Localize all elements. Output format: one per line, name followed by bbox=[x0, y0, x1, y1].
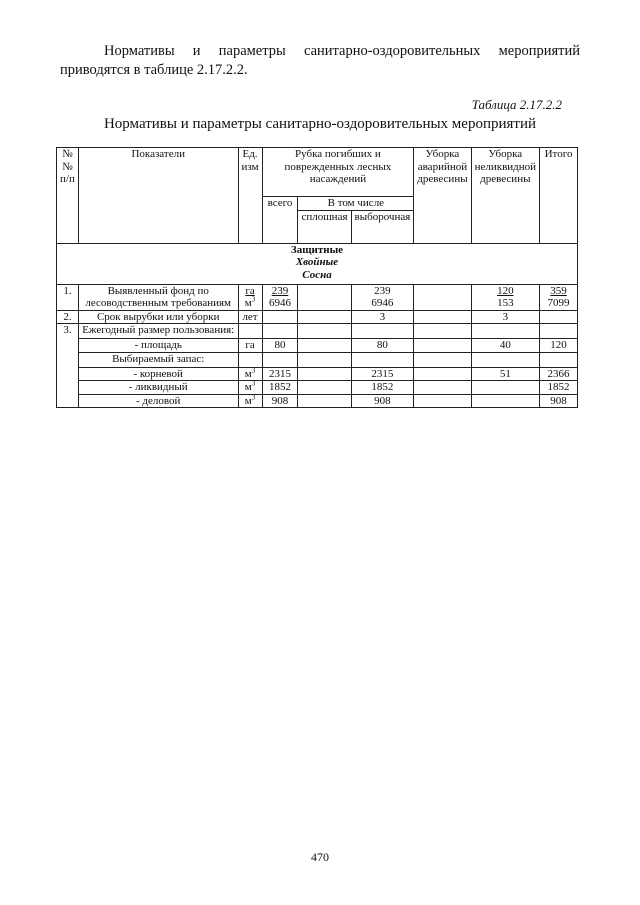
header-clear: сплошная bbox=[298, 210, 351, 243]
row-total: 359 7099 bbox=[540, 284, 578, 310]
row-clear bbox=[298, 381, 351, 395]
section-row bbox=[57, 243, 578, 284]
header-felling-total: всего bbox=[262, 197, 298, 244]
row-no: 1. bbox=[57, 284, 79, 310]
row-emergency bbox=[414, 367, 471, 381]
row-illiquid: 3 bbox=[471, 310, 539, 324]
section-line-3: Сосна bbox=[302, 268, 332, 281]
row-illiquid: 40 bbox=[471, 339, 539, 353]
table-row bbox=[57, 284, 578, 310]
row-unit: лет bbox=[238, 310, 262, 324]
row-emergency bbox=[414, 284, 471, 310]
row-all: 2315 bbox=[262, 367, 298, 381]
row-emergency bbox=[414, 310, 471, 324]
row-total: 2366 bbox=[540, 367, 578, 381]
row-unit: $м^3$ bbox=[238, 367, 262, 381]
row-illiquid: 120 153 bbox=[471, 284, 539, 310]
row-indicator: - ликвидный bbox=[78, 381, 238, 395]
table-number: Таблица 2.17.2.2 bbox=[471, 97, 562, 112]
row-total: 908 bbox=[540, 394, 578, 408]
table-row bbox=[57, 352, 578, 367]
row-unit: $м^3$ bbox=[238, 381, 262, 395]
row-indicator: Срок вырубки или уборки bbox=[78, 310, 238, 324]
row-total: 120 bbox=[540, 339, 578, 353]
header-of-which: В том числе bbox=[298, 197, 414, 211]
row-illiquid bbox=[471, 381, 539, 395]
row-illiquid: 51 bbox=[471, 367, 539, 381]
section-line-2: Хвойные bbox=[295, 256, 339, 268]
header-felling: Рубка погибших и поврежденных лесных насаждений bbox=[262, 148, 414, 197]
row-selective: 2315 bbox=[351, 367, 414, 381]
norms-table bbox=[56, 147, 578, 408]
section-line-1: Защитные bbox=[290, 243, 344, 256]
row-all: 1852 bbox=[262, 381, 298, 395]
intro-paragraph: Нормативы и параметры санитарно-оздоровительных мероприятий приводятся в таблице 2.17.2.2. bbox=[60, 43, 580, 78]
row-indicator: Ежегодный размер пользования: bbox=[78, 324, 238, 339]
table-row bbox=[57, 324, 578, 339]
header-emergency: Уборка аварийной древесины bbox=[414, 148, 471, 244]
page-number: 470 bbox=[311, 850, 329, 864]
row-all: 80 bbox=[262, 339, 298, 353]
row-clear bbox=[298, 339, 351, 353]
row-clear bbox=[298, 284, 351, 310]
row-clear bbox=[298, 310, 351, 324]
row-indicator: - деловой bbox=[78, 394, 238, 408]
table-row bbox=[57, 394, 578, 408]
row-no: 3. bbox=[57, 324, 79, 408]
row-selective: 3 bbox=[351, 310, 414, 324]
row-selective: 80 bbox=[351, 339, 414, 353]
row-selective: 1852 bbox=[351, 381, 414, 395]
row-emergency bbox=[414, 381, 471, 395]
row-indicator: - корневой bbox=[78, 367, 238, 381]
row-emergency bbox=[414, 394, 471, 408]
header-row bbox=[57, 148, 578, 197]
table-row bbox=[57, 367, 578, 381]
row-total: 1852 bbox=[540, 381, 578, 395]
table-row bbox=[57, 310, 578, 324]
header-unit: Ед. изм bbox=[238, 148, 262, 244]
row-no: 2. bbox=[57, 310, 79, 324]
row-emergency bbox=[414, 339, 471, 353]
row-indicator: Выявленный фонд по лесоводственным требованиям bbox=[78, 284, 238, 310]
row-total bbox=[540, 310, 578, 324]
header-selective: выборочная bbox=[351, 210, 414, 243]
row-all: 239 6946 bbox=[262, 284, 298, 310]
row-unit: $м^3$ bbox=[238, 394, 262, 408]
header-no: № № п/п bbox=[57, 148, 79, 244]
row-clear bbox=[298, 367, 351, 381]
table-row bbox=[57, 381, 578, 395]
row-all bbox=[262, 310, 298, 324]
header-illiquid: Уборка неликвидной древесины bbox=[471, 148, 539, 244]
row-illiquid bbox=[471, 394, 539, 408]
row-unit: га bbox=[238, 339, 262, 353]
header-total: Итого bbox=[540, 148, 578, 244]
row-selective: 239 6946 bbox=[351, 284, 414, 310]
row-unit: га $м^3$ bbox=[238, 284, 262, 310]
row-all: 908 bbox=[262, 394, 298, 408]
row-indicator: Выбираемый запас: bbox=[78, 352, 238, 367]
header-indicator: Показатели bbox=[78, 148, 238, 244]
table-row bbox=[57, 339, 578, 353]
row-indicator: - площадь bbox=[78, 339, 238, 353]
row-clear bbox=[298, 394, 351, 408]
table-title: Нормативы и параметры санитарно-оздоровительных мероприятий bbox=[103, 116, 537, 132]
row-selective: 908 bbox=[351, 394, 414, 408]
